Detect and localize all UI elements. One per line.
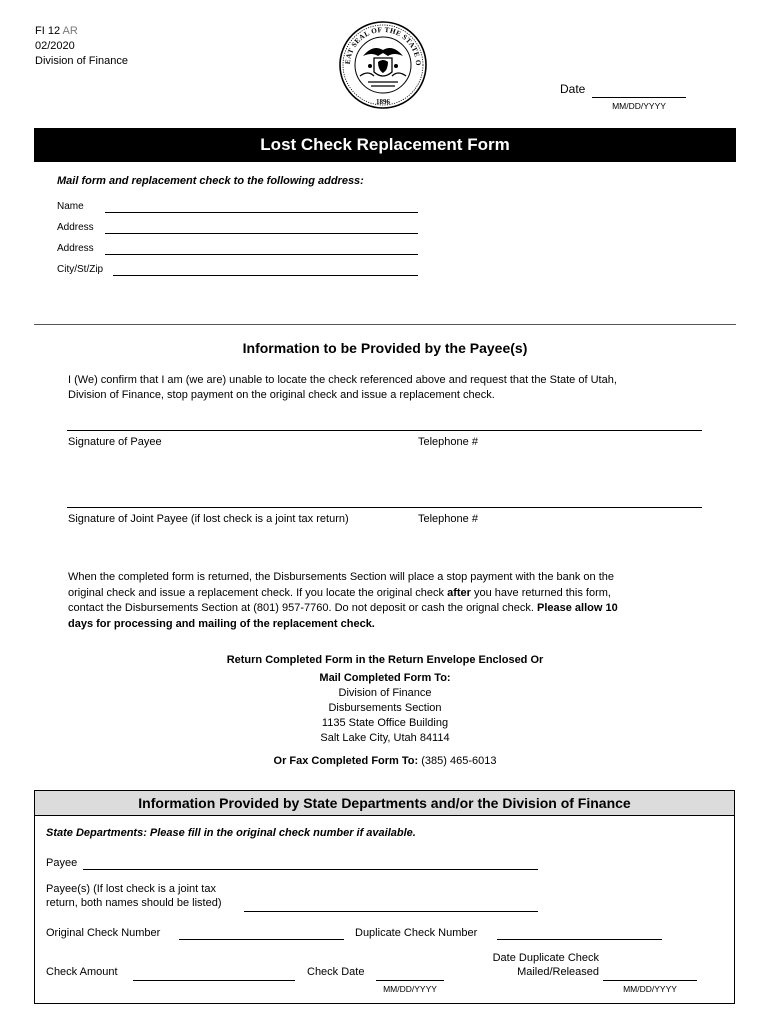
date-label: Date [560,82,586,96]
state-payee-input-line[interactable] [83,869,538,870]
svg-text:1896: 1896 [376,98,390,106]
city-state-zip-label: City/St/Zip [57,264,104,275]
address-input-line-2[interactable] [105,254,418,255]
address-input-line-1[interactable] [105,233,418,234]
duplicate-mailed-label-line-2: Mailed/Released [517,966,599,978]
date-format-hint: MM/DD/YYYY [612,101,666,111]
name-label: Name [57,201,84,212]
instructions-line-3: contact the Disbursements Section at (801) 957-7760. Do not deposit or cash the orignal check. Please allow 10 [68,602,618,614]
confirmation-statement [68,373,617,403]
title-bar [34,128,736,162]
joint-payees-input-line[interactable] [244,911,538,912]
svg-text:THE GREAT SEAL OF THE STATE OF: EAT SEAL OF THE STATE O [343,25,423,67]
division-name: Division of Finance [35,55,128,67]
duplicate-check-number-input-line[interactable] [497,939,662,940]
joint-payees-label-line-1: Payee(s) (If lost check is a joint tax [46,883,216,895]
form-revision-date: 02/2020 [35,40,75,52]
instructions-line-1: When the completed form is returned, the Disbursements Section will place a stop payment with the bank on the [68,571,615,583]
check-date-input-line[interactable] [376,980,444,981]
fax-line [34,754,736,769]
city-state-zip-input-line[interactable] [113,275,418,276]
payee-signature-label: Signature of Payee [68,436,162,448]
payee-section-heading: Information to be Provided by the Payee(s) [242,340,528,356]
joint-payees-label-line-2: return, both names should be listed) [46,897,222,909]
joint-payee-signature-line[interactable] [67,507,702,508]
check-date-format-hint: MM/DD/YYYY [383,984,437,994]
instructions-line-4: days for processing and mailing of the replacement check. [68,617,375,630]
date-input-line[interactable] [592,97,686,98]
instructions-line-2: original check and issue a replacement check. If you locate the original check after you have returned this form, [68,586,611,599]
form-title: Lost Check Replacement Form [260,135,510,154]
duplicate-mailed-date-input-line[interactable] [603,980,697,981]
form-header-info [35,24,128,69]
duplicate-mailed-format-hint: MM/DD/YYYY [623,984,677,994]
state-instruction: State Departments: Please fill in the original check number if available. [46,827,416,839]
mail-section-heading: Mail form and replacement check to the following address: [57,175,364,187]
duplicate-mailed-label [477,951,599,979]
joint-payees-label [46,882,222,910]
original-check-number-label: Original Check Number [46,927,161,939]
fax-number: (385) 465-6013 [421,755,497,767]
form-code: FI 12 [35,25,61,37]
joint-payee-telephone-label: Telephone # [418,513,478,525]
joint-payee-signature-label: Signature of Joint Payee (if lost check is a joint tax return) [68,513,349,525]
payee-signature-line[interactable] [67,430,702,431]
confirmation-line-2: Division of Finance, stop payment on the original check and issue a replacement check. [68,389,495,401]
mail-address-line-4: Salt Lake City, Utah 84114 [320,732,450,744]
state-section-heading: Information Provided by State Departments and/or the Division of Finance [35,791,734,816]
mail-to-label: Mail Completed Form To: [319,672,451,684]
duplicate-mailed-label-line-1: Date Duplicate Check [492,952,599,964]
fax-label: Or Fax Completed Form To: [273,755,419,767]
check-amount-input-line[interactable] [133,980,295,981]
state-payee-label: Payee [46,857,78,869]
address-label-1: Address [57,222,94,233]
duplicate-check-number-label: Duplicate Check Number [355,927,478,939]
return-envelope-line: Return Completed Form in the Return Envelope Enclosed Or [226,654,544,666]
return-instructions [34,653,736,769]
confirmation-line-1: I (We) confirm that I am (we are) unable to locate the check referenced above and request that the State of Utah, [68,374,617,386]
check-date-label: Check Date [307,966,365,978]
check-amount-label: Check Amount [46,966,118,978]
form-code-suffix: AR [62,25,78,37]
address-label-2: Address [57,243,94,254]
original-check-number-input-line[interactable] [179,939,344,940]
payee-telephone-label: Telephone # [418,436,478,448]
name-input-line[interactable] [105,212,418,213]
mail-address-line-2: Disbursements Section [328,702,442,714]
mail-address-line-3: 1135 State Office Building [321,717,449,729]
mail-address-line-1: Division of Finance [338,687,432,699]
instructions-paragraph [68,570,718,632]
section-divider [34,324,736,325]
utah-seal-icon [338,20,428,110]
